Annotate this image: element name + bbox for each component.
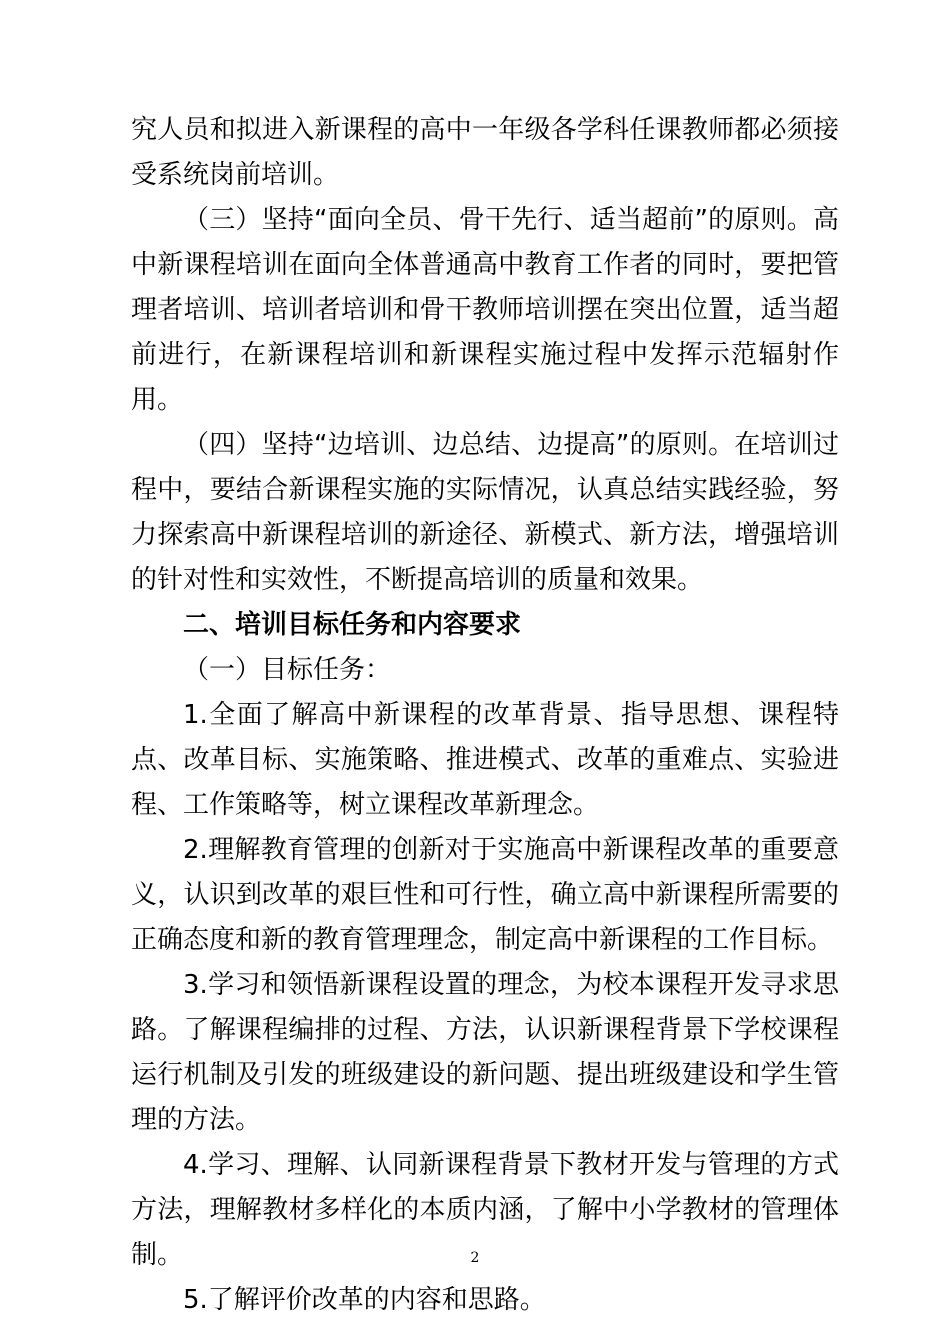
section-heading: 二、培训目标任务和内容要求 (183, 610, 522, 640)
list-item-2: 2.理解教育管理的创新对于实施高中新课程改革的重要意义，认识到改革的艰巨性和可行性，确立高中新课程所需要的正确态度和新的教育管理理念，制定高中新课程的工作目标。 (131, 835, 839, 955)
paragraph-principle-three: （三）坚持“面向全员、骨干先行、适当超前”的原则。高中新课程培训在面向全体普通高中教育工作者的同时，要把管理者培训、培训者培训和骨干教师培训摆在突出位置，适当超前进行，在新课程培训和新课程实施过程中发挥示范辐射作用。 (131, 205, 839, 415)
page-number: 2 (470, 1250, 480, 1266)
subsection-heading: （一）目标任务： (183, 655, 392, 685)
list-item-3: 3.学习和领悟新课程设置的理念，为校本课程开发寻求思路。了解课程编排的过程、方法，认识新课程背景下学校课程运行机制及引发的班级建设的新问题、提出班级建设和学生管理的方法。 (131, 970, 839, 1135)
paragraph-principle-four: （四）坚持“边培训、边总结、边提高”的原则。在培训过程中，要结合新课程实施的实际情况，认真总结实践经验，努力探索高中新课程培训的新途径、新模式、新方法，增强培训的针对性和实效性，不断提高培训的质量和效果。 (131, 430, 839, 595)
document-body (131, 108, 839, 1323)
list-item-1: 1.全面了解高中新课程的改革背景、指导思想、课程特点、改革目标、实施策略、推进模式、改革的重难点、实验进程、工作策略等，树立课程改革新理念。 (131, 700, 839, 820)
paragraph-continuation: 究人员和拟进入新课程的高中一年级各学科任课教师都必须接受系统岗前培训。 (131, 115, 839, 190)
list-item-5: 5.了解评价改革的内容和思路。 (183, 1285, 546, 1315)
list-item-4: 4.学习、理解、认同新课程背景下教材开发与管理的方式方法，理解教材多样化的本质内涵，了解中小学教材的管理体制。 (131, 1150, 839, 1270)
